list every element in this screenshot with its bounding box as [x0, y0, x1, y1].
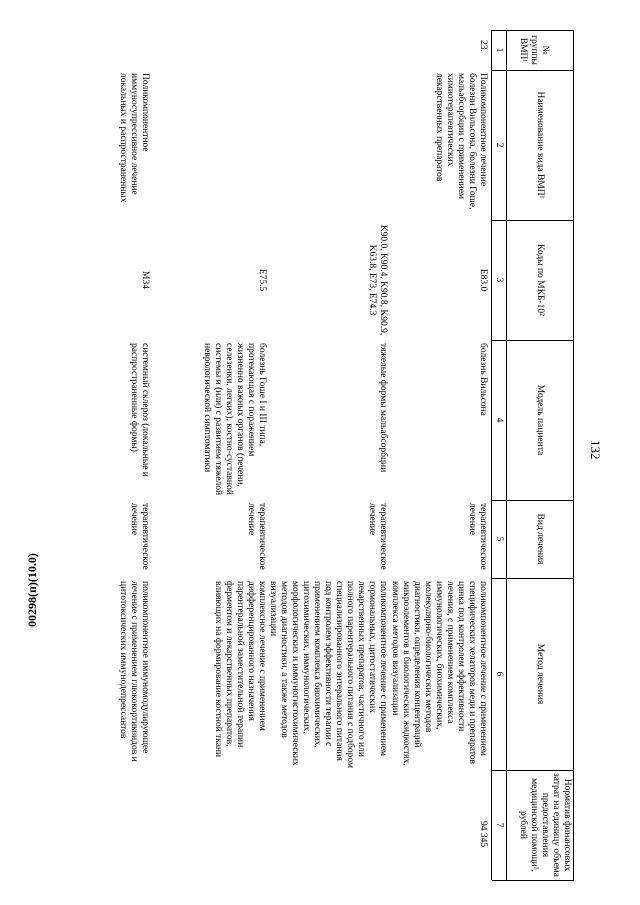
column-divider — [492, 770, 574, 771]
row-group-number: 23. — [478, 40, 488, 52]
header-icd-codes: Коды по МКБ-10² — [535, 244, 545, 316]
header-treatment-type: Вид лечения — [535, 513, 545, 565]
table-top-border — [573, 30, 574, 880]
treatment-method: поликомпонентное иммуномодулирующее лечение с применением глюкокортикоидов и цитотоксических иммунодепрессантов — [118, 581, 150, 762]
column-number: 4 — [494, 417, 504, 423]
column-number: 2 — [494, 142, 504, 148]
treatment-type: терапевтическое лечение — [129, 503, 150, 570]
header-group-number: № группы ВМП¹ — [518, 35, 550, 65]
treatment-type: терапевтическое лечение — [467, 503, 488, 570]
header-treatment-method: Метод лечения — [535, 643, 545, 705]
column-divider — [492, 220, 574, 221]
page-number: 132 — [588, 440, 603, 460]
column-divider — [492, 500, 574, 501]
treatment-method: комплексное лечение с применением дифференцированного назначения парентеральной заместительной терапии ферментом и лекарственных препаратов, влияющих на формирование костной ткани — [213, 581, 267, 758]
patient-model: болезнь Вильсона — [478, 343, 488, 416]
treatment-method: поликомпонентное лечение с применением специфических хелаторов меди и препаратов цинка под контролем эффективности лечения, с применением комплекса иммунологических, биохимических, молекулярно-биологических методов диагностики, определения концентраций микроэлементов в биологических жидкостях, комплекса методов визуализации — [390, 581, 488, 766]
column-divider — [492, 70, 574, 71]
row-vmp-name: Поликомпонентное лечение болезни Вильсона, болезни Гоше, мальабсорбции с применением химиотерапевтических лекарственных препаратов — [434, 73, 488, 210]
column-divider — [492, 340, 574, 341]
row-cost: 94 345 — [478, 820, 488, 848]
header-patient-model: Модель пациента — [535, 384, 545, 456]
column-divider — [492, 880, 574, 881]
treatment-type: терапевтическое лечение — [367, 503, 388, 570]
document-code: 00298(п)(10.0) — [25, 553, 39, 627]
icd-code: M34 — [140, 271, 150, 289]
patient-model: системный склероз (локальные и распространенные формы) — [129, 343, 150, 477]
column-divider — [492, 30, 574, 31]
patient-model: болезнь Гоше I и III типа, протекающая с поражением жизненно важных органов (печени, селезенки, легких), костно-суставной системы и (или) с развитием тяжелой неврологической симптоматики — [202, 343, 267, 496]
column-divider — [492, 578, 574, 579]
treatment-method: поликомпонентное лечение с применением гормональных, цитостатических лекарственных препаратов, частичного или полного парентерального питания с подбором специализированного энтерального питания под контролем эффективности терапии с применением комплекса биохимических, цитохимических, иммунологических, морфологических и иммуногистохимических методов диагностики, а также методов визуализации — [268, 581, 388, 768]
column-number: 3 — [494, 277, 504, 283]
row-vmp-name: Поликомпонентное иммуносупрессивное лечение локальных и распространенных — [118, 73, 150, 203]
column-number: 1 — [494, 47, 504, 53]
column-number: 5 — [494, 536, 504, 542]
icd-code: E83.0 — [478, 268, 488, 292]
column-number: 7 — [494, 822, 504, 828]
header-cost-norm: Норматив финансовых затрат на единицу объема предоставления медицинской помощи³, рублей — [518, 773, 572, 877]
numbers-bottom-border — [491, 30, 492, 880]
icd-code: E75.5 — [257, 268, 267, 292]
header-vmp-name: Наименование вида ВМП¹ — [535, 91, 545, 199]
patient-model: тяжелые формы мальабсорбции — [378, 343, 388, 473]
icd-code: K90.0, K90.4, K90.8, K90.9, K63.8, E73, E74.3 — [367, 224, 388, 336]
treatment-type: терапевтическое лечение — [246, 503, 267, 570]
column-number: 6 — [494, 671, 504, 677]
header-bottom-border — [506, 30, 507, 880]
